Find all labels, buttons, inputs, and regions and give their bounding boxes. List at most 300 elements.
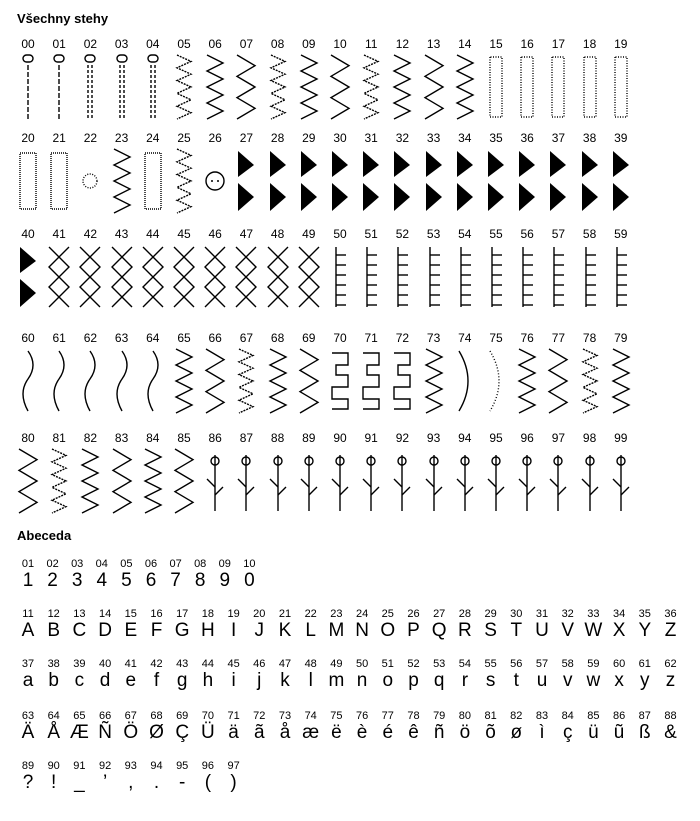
letter-glyph: v (562, 670, 573, 691)
stitch-pattern-icon (108, 347, 136, 415)
letter-glyph: W (584, 620, 603, 641)
letter-glyph: k (280, 670, 290, 691)
letter-glyph: é (382, 722, 394, 743)
stitch-number: 16 (520, 37, 534, 51)
stitch-number: 09 (302, 37, 316, 51)
letter-number: 57 (535, 658, 549, 670)
stitch-pattern-icon (108, 53, 136, 121)
stitch-pattern-icon (451, 447, 479, 515)
stitch-pattern-icon (14, 347, 42, 415)
stitch-number: 01 (52, 37, 66, 51)
stitch-pattern-icon (76, 347, 104, 415)
letter-glyph: a (22, 670, 34, 691)
stitch-number: 33 (426, 131, 441, 145)
stitch-pattern-icon (264, 53, 292, 121)
letter-glyph: 7 (170, 570, 181, 591)
stitch-number: 08 (270, 37, 285, 51)
stitch-number: 02 (83, 37, 98, 51)
letter-number: 31 (535, 608, 549, 620)
stitch-number: 60 (21, 331, 35, 345)
stitch-pattern-icon (357, 53, 385, 121)
stitch-pattern-icon (482, 147, 510, 215)
stitch-pattern-icon (76, 447, 104, 515)
stitch-pattern-icon (357, 447, 385, 515)
letter-number: 28 (458, 608, 472, 620)
letter-glyph: D (98, 620, 112, 641)
stitch-pattern-icon (607, 53, 635, 121)
letter-number: 95 (176, 760, 189, 772)
letter-glyph: q (433, 670, 445, 691)
stitch-number: 95 (489, 431, 503, 445)
stitch-number: 90 (333, 431, 347, 445)
letter-glyph: m (328, 670, 345, 691)
stitch-number: 43 (114, 227, 129, 241)
letter-glyph: ã (254, 722, 265, 743)
letter-glyph: 0 (244, 570, 255, 591)
stitch-pattern-icon (232, 147, 260, 215)
stitch-number: 76 (520, 331, 534, 345)
letter-number: 25 (381, 608, 394, 620)
letter-number: 44 (201, 658, 215, 670)
stitch-number: 66 (208, 331, 222, 345)
stitch-pattern-icon (357, 243, 385, 311)
letter-glyph: E (124, 620, 138, 641)
stitch-number: 83 (114, 431, 129, 445)
letter-number: 55 (484, 658, 497, 670)
stitch-number: 54 (458, 227, 472, 241)
letter-number: 62 (664, 658, 677, 670)
stitch-pattern-icon (45, 447, 73, 515)
stitch-pattern-icon (170, 447, 198, 515)
letter-number: 02 (46, 558, 59, 570)
letter-glyph: u (536, 670, 548, 691)
stitch-number: 25 (177, 131, 191, 145)
letter-glyph: t (513, 670, 519, 691)
letter-glyph: Å (47, 722, 61, 743)
letter-number: 07 (169, 558, 182, 570)
stitch-number: 92 (395, 431, 410, 445)
letter-number: 75 (330, 710, 343, 722)
stitch-number: 84 (146, 431, 160, 445)
letter-number: 33 (587, 608, 600, 620)
letter-number: 54 (458, 658, 472, 670)
stitch-number: 53 (426, 227, 441, 241)
stitch-pattern-icon (108, 243, 136, 311)
stitch-number: 37 (551, 131, 566, 145)
stitch-number: 34 (458, 131, 472, 145)
stitch-number: 63 (114, 331, 129, 345)
letter-glyph: ö (459, 722, 471, 743)
letter-number: 60 (612, 658, 626, 670)
letter-number: 30 (510, 608, 523, 620)
stitch-pattern-icon (326, 53, 354, 121)
letter-glyph: æ (302, 722, 320, 743)
letter-number: 40 (98, 658, 112, 670)
stitch-pattern-icon (14, 147, 42, 215)
stitch-number: 78 (582, 331, 597, 345)
stitch-pattern-icon (232, 447, 260, 515)
stitch-number: 45 (177, 227, 191, 241)
stitch-pattern-icon (232, 243, 260, 311)
letter-glyph: Ñ (98, 722, 112, 743)
stitch-pattern-icon (45, 243, 73, 311)
stitch-pattern-icon (170, 147, 198, 215)
letter-glyph: 2 (47, 570, 58, 591)
letter-glyph: Ö (123, 722, 139, 743)
letter-glyph: ) (230, 772, 237, 793)
stitch-number: 42 (83, 227, 98, 241)
alphabet-heading: Abeceda (17, 528, 72, 543)
stitch-number: 88 (270, 431, 285, 445)
letter-glyph: Q (431, 620, 447, 641)
letter-number: 72 (253, 710, 266, 722)
letter-number: 36 (664, 608, 677, 620)
letter-number: 09 (218, 558, 231, 570)
letter-glyph: P (407, 620, 420, 641)
stitch-number: 04 (146, 37, 160, 51)
stitch-pattern-icon (326, 447, 354, 515)
letter-glyph: _ (74, 772, 85, 793)
letter-glyph: ü (588, 722, 599, 743)
letter-number: 17 (176, 608, 189, 620)
stitch-number: 15 (489, 37, 503, 51)
stitch-pattern-icon (76, 53, 104, 121)
letter-number: 16 (150, 608, 163, 620)
letter-number: 66 (98, 710, 112, 722)
stitches-heading: Všechny stehy (17, 11, 109, 26)
letter-number: 76 (355, 710, 369, 722)
stitch-number: 64 (146, 331, 160, 345)
letter-glyph: 5 (121, 570, 132, 591)
stitch-pattern-icon (139, 447, 167, 515)
stitch-pattern-icon (544, 447, 572, 515)
stitch-pattern-icon (420, 447, 448, 515)
stitch-number: 80 (21, 431, 35, 445)
letter-number: 74 (304, 710, 317, 722)
stitch-pattern-icon (14, 243, 42, 311)
stitch-number: 58 (582, 227, 597, 241)
letter-glyph: R (458, 620, 472, 641)
letter-glyph: M (328, 620, 345, 641)
letter-glyph: F (150, 620, 163, 641)
letter-glyph: , (128, 772, 134, 793)
letter-glyph: h (202, 670, 214, 691)
stitch-number: 32 (395, 131, 410, 145)
letter-number: 11 (22, 608, 34, 620)
stitch-pattern-icon (139, 243, 167, 311)
stitch-pattern-icon (295, 447, 323, 515)
letter-number: 68 (150, 710, 163, 722)
stitch-number: 24 (146, 131, 160, 145)
letter-number: 79 (433, 710, 446, 722)
stitch-pattern-icon (326, 243, 354, 311)
stitch-number: 97 (551, 431, 566, 445)
letter-glyph: B (47, 620, 61, 641)
stitch-number: 89 (302, 431, 316, 445)
letter-glyph: z (665, 670, 676, 691)
stitch-number: 38 (582, 131, 597, 145)
letter-glyph: V (561, 620, 575, 641)
letter-glyph: N (355, 620, 369, 641)
stitch-number: 19 (614, 37, 628, 51)
stitch-pattern-icon (513, 243, 541, 311)
stitch-number: 55 (489, 227, 503, 241)
letter-number: 10 (243, 558, 256, 570)
stitch-pattern-icon (139, 147, 167, 215)
stitch-number: 68 (270, 331, 285, 345)
stitch-pattern-icon (607, 347, 635, 415)
stitch-pattern-icon (139, 53, 167, 121)
stitch-number: 62 (83, 331, 98, 345)
letter-number: 39 (73, 658, 86, 670)
letter-number: 42 (150, 658, 163, 670)
stitch-pattern-icon (357, 347, 385, 415)
stitch-pattern-icon (201, 243, 229, 311)
stitch-pattern-icon (544, 147, 572, 215)
letter-glyph: å (279, 722, 291, 743)
stitch-number: 86 (208, 431, 222, 445)
stitch-number: 52 (395, 227, 410, 241)
stitch-pattern-icon (232, 347, 260, 415)
stitch-pattern-icon (544, 53, 572, 121)
stitch-pattern-icon (451, 347, 479, 415)
stitch-number: 40 (21, 227, 35, 241)
stitch-number: 67 (239, 331, 254, 345)
stitch-number: 14 (458, 37, 472, 51)
letter-glyph: ! (51, 772, 57, 793)
letter-glyph: b (48, 670, 59, 691)
letter-number: 12 (47, 608, 60, 620)
stitch-pattern-icon (326, 347, 354, 415)
letter-glyph: ( (204, 772, 212, 793)
letter-number: 65 (73, 710, 86, 722)
letter-number: 47 (278, 658, 292, 670)
stitch-number: 41 (52, 227, 66, 241)
stitch-pattern-icon (388, 347, 416, 415)
stitch-number: 51 (364, 227, 378, 241)
letter-glyph: ß (638, 722, 651, 743)
stitch-pattern-icon (170, 347, 198, 415)
letter-glyph: Ç (175, 722, 190, 743)
letter-number: 77 (381, 710, 394, 722)
stitch-pattern-icon (45, 347, 73, 415)
letter-number: 85 (587, 710, 600, 722)
stitch-number: 30 (333, 131, 347, 145)
stitch-pattern-icon (14, 447, 42, 515)
letter-number: 53 (433, 658, 446, 670)
letter-number: 69 (176, 710, 189, 722)
letter-number: 06 (144, 558, 158, 570)
stitch-pattern-icon (607, 243, 635, 311)
letter-number: 03 (71, 558, 84, 570)
letter-number: 64 (47, 710, 60, 722)
stitch-number: 27 (239, 131, 254, 145)
letter-number: 38 (47, 658, 60, 670)
stitch-pattern-icon (14, 53, 42, 121)
stitch-number: 10 (333, 37, 347, 51)
stitch-pattern-icon (420, 147, 448, 215)
letter-glyph: i (231, 670, 236, 691)
letter-glyph: A (21, 620, 35, 641)
letter-number: 73 (278, 710, 292, 722)
stitch-number: 50 (333, 227, 347, 241)
letter-glyph: e (125, 670, 137, 691)
letter-glyph: 1 (22, 570, 34, 591)
stitch-pattern-icon (576, 447, 604, 515)
stitch-number: 72 (395, 331, 410, 345)
letter-number: 05 (120, 558, 133, 570)
stitch-pattern-icon (482, 243, 510, 311)
stitch-number: 39 (614, 131, 628, 145)
letter-glyph: ’ (102, 772, 108, 793)
letter-number: 93 (124, 760, 137, 772)
stitch-number: 23 (114, 131, 129, 145)
letter-number: 81 (484, 710, 497, 722)
letter-number: 37 (21, 658, 35, 670)
letter-glyph: g (176, 670, 188, 691)
stitch-pattern-icon (357, 147, 385, 215)
stitch-number: 49 (302, 227, 316, 241)
letter-number: 92 (98, 760, 112, 772)
letter-glyph: ũ (613, 722, 625, 743)
letter-number: 61 (638, 658, 651, 670)
letter-glyph: y (640, 670, 650, 691)
stitch-number: 20 (21, 131, 35, 145)
letter-number: 56 (510, 658, 523, 670)
stitch-number: 56 (520, 227, 534, 241)
stitch-number: 48 (270, 227, 285, 241)
letter-number: 46 (253, 658, 266, 670)
letter-glyph: o (382, 670, 394, 691)
letter-number: 22 (304, 608, 317, 620)
letter-glyph: è (356, 722, 368, 743)
stitch-number: 96 (520, 431, 534, 445)
letter-number: 32 (561, 608, 574, 620)
stitch-number: 74 (458, 331, 472, 345)
letter-number: 35 (638, 608, 651, 620)
letter-number: 21 (278, 608, 292, 620)
stitch-pattern-icon (420, 53, 448, 121)
letter-glyph: K (278, 620, 292, 641)
letter-number: 14 (98, 608, 112, 620)
letter-glyph: r (461, 670, 469, 691)
letter-glyph: Z (664, 620, 677, 641)
letter-glyph: d (99, 670, 111, 691)
letter-number: 63 (21, 710, 35, 722)
stitch-pattern-icon (108, 447, 136, 515)
stitch-pattern-icon (295, 347, 323, 415)
letter-number: 82 (510, 710, 523, 722)
stitch-pattern-icon (513, 147, 541, 215)
stitch-number: 70 (333, 331, 347, 345)
stitch-pattern-icon (544, 243, 572, 311)
stitch-pattern-icon (451, 147, 479, 215)
letter-number: 20 (253, 608, 266, 620)
letter-number: 08 (194, 558, 207, 570)
stitch-pattern-icon (139, 347, 167, 415)
stitch-pattern-icon (451, 243, 479, 311)
stitch-pattern-icon (420, 347, 448, 415)
stitch-number: 59 (614, 227, 628, 241)
letter-glyph: H (201, 620, 215, 641)
stitch-pattern-icon (513, 347, 541, 415)
letter-glyph: X (612, 620, 626, 641)
letter-glyph: n (356, 670, 368, 691)
stitch-number: 69 (302, 331, 316, 345)
stitch-number: 91 (364, 431, 378, 445)
stitch-number: 61 (52, 331, 66, 345)
letter-glyph: ñ (433, 722, 445, 743)
stitch-number: 06 (208, 37, 222, 51)
stitch-pattern-icon (513, 53, 541, 121)
letter-glyph: Ä (21, 722, 35, 743)
stitch-number: 82 (83, 431, 98, 445)
stitch-pattern-icon (170, 243, 198, 311)
stitch-pattern-icon (576, 147, 604, 215)
letter-glyph: s (485, 670, 496, 691)
stitch-pattern-icon (576, 243, 604, 311)
stitch-number: 75 (489, 331, 503, 345)
letter-number: 29 (484, 608, 497, 620)
letter-number: 01 (21, 558, 35, 570)
letter-glyph: I (230, 620, 237, 641)
letter-number: 52 (407, 658, 420, 670)
letter-number: 43 (176, 658, 189, 670)
letter-number: 23 (330, 608, 343, 620)
stitch-number: 17 (551, 37, 566, 51)
stitch-pattern-icon (45, 53, 73, 121)
stitch-pattern-icon (76, 147, 104, 215)
stitch-pattern-icon (295, 147, 323, 215)
stitch-number: 26 (208, 131, 222, 145)
letter-glyph: ë (331, 722, 342, 743)
stitch-pattern-icon (326, 147, 354, 215)
stitch-pattern-icon (295, 53, 323, 121)
stitch-number: 44 (146, 227, 160, 241)
letter-number: 19 (227, 608, 240, 620)
stitch-number: 87 (239, 431, 254, 445)
stitch-pattern-icon (201, 147, 229, 215)
stitch-pattern-icon (264, 447, 292, 515)
stitch-number: 21 (52, 131, 66, 145)
letter-number: 50 (355, 658, 369, 670)
stitch-number: 11 (364, 37, 378, 51)
stitch-number: 47 (239, 227, 254, 241)
letter-number: 67 (124, 710, 137, 722)
letter-glyph: f (153, 670, 160, 691)
stitch-pattern-icon (482, 53, 510, 121)
letter-glyph: S (484, 620, 497, 641)
letter-number: 27 (433, 608, 446, 620)
stitch-number: 65 (177, 331, 191, 345)
letter-number: 13 (73, 608, 86, 620)
stitch-pattern-icon (201, 347, 229, 415)
letter-glyph: ø (510, 722, 523, 743)
letter-number: 94 (150, 760, 163, 772)
stitch-number: 18 (582, 37, 597, 51)
stitch-number: 07 (239, 37, 254, 51)
letter-number: 49 (330, 658, 343, 670)
stitch-number: 00 (21, 37, 35, 51)
letter-glyph: - (179, 772, 186, 793)
stitch-pattern-icon (513, 447, 541, 515)
letter-number: 86 (612, 710, 626, 722)
letter-glyph: G (174, 620, 190, 641)
letter-glyph: L (305, 620, 316, 641)
letter-number: 41 (124, 658, 137, 670)
stitch-number: 94 (458, 431, 472, 445)
letter-number: 84 (561, 710, 574, 722)
